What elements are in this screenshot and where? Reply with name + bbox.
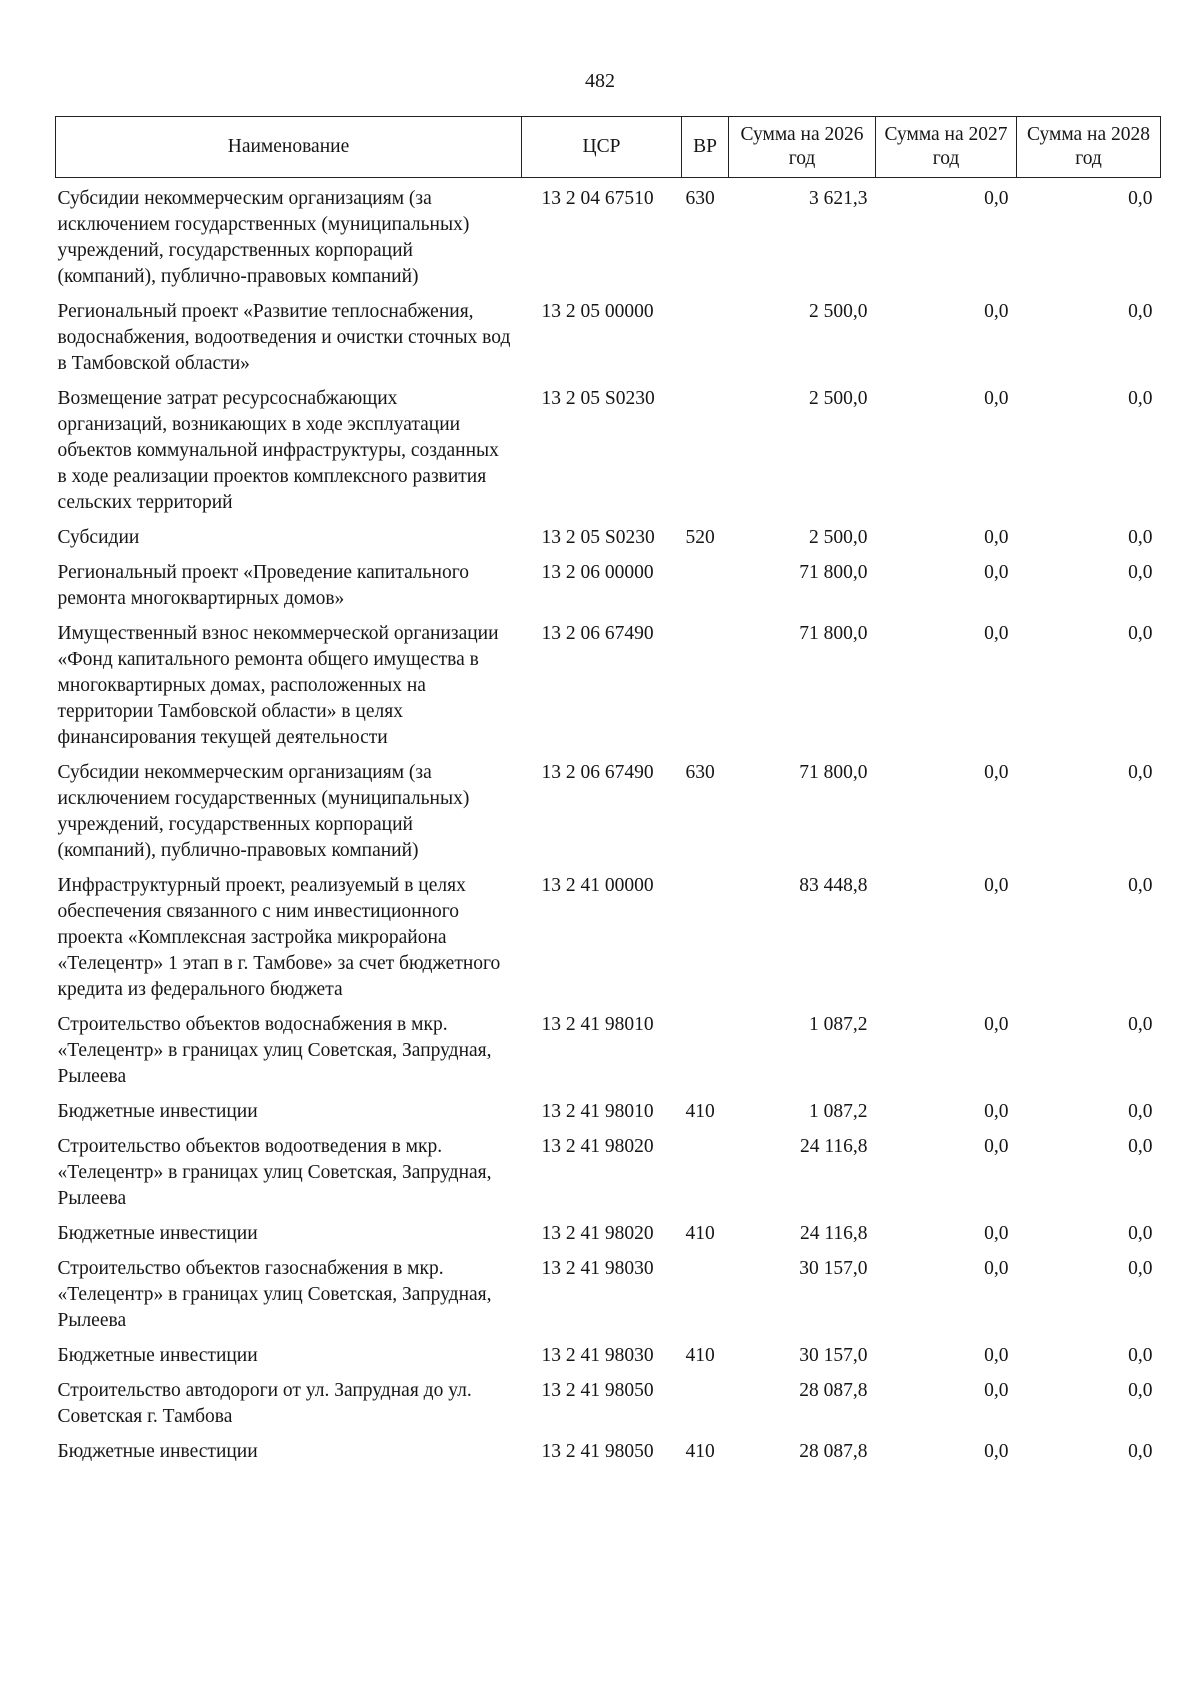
row-sum-2027: 0,0	[984, 562, 1009, 583]
row-sum-2026: 30 157,0	[799, 1345, 868, 1366]
row-sum-2028: 0,0	[1128, 188, 1153, 209]
table-row	[56, 1008, 1161, 1095]
row-vr	[682, 295, 729, 382]
row-vr	[682, 869, 729, 1008]
row-csr: 13 2 41 98020	[541, 1136, 654, 1157]
table-row	[56, 1095, 1161, 1130]
row-sum-2028: 0,0	[1128, 1441, 1153, 1462]
row-csr: 13 2 41 00000	[541, 875, 654, 896]
row-sum-2026: 71 800,0	[799, 762, 868, 783]
row-sum-2028: 0,0	[1128, 875, 1153, 896]
row-sum-2027: 0,0	[984, 875, 1009, 896]
row-name: Региональный проект «Проведение капитального ремонта многоквартирных домов»	[57, 562, 470, 609]
row-sum-2028: 0,0	[1128, 1258, 1153, 1279]
row-sum-2026: 28 087,8	[799, 1441, 868, 1462]
row-csr: 13 2 05 S0230	[541, 388, 655, 409]
row-csr: 13 2 06 67490	[541, 762, 654, 783]
row-csr: 13 2 06 00000	[541, 562, 654, 583]
row-sum-2027: 0,0	[984, 762, 1009, 783]
row-sum-2026: 2 500,0	[809, 388, 868, 409]
row-sum-2028: 0,0	[1128, 1380, 1153, 1401]
row-vr: 410	[685, 1101, 715, 1122]
table-row	[56, 756, 1161, 869]
header-sum-2027: Сумма на 2027 год	[876, 117, 1017, 178]
row-sum-2027: 0,0	[984, 1380, 1009, 1401]
row-sum-2028: 0,0	[1128, 388, 1153, 409]
row-sum-2026: 1 087,2	[809, 1101, 868, 1122]
row-sum-2026: 2 500,0	[809, 301, 868, 322]
row-vr	[682, 1252, 729, 1339]
row-sum-2028: 0,0	[1128, 623, 1153, 644]
row-sum-2027: 0,0	[984, 301, 1009, 322]
table-row	[56, 382, 1161, 521]
row-csr: 13 2 41 98020	[541, 1223, 654, 1244]
row-csr: 13 2 04 67510	[541, 188, 654, 209]
table-row	[56, 1374, 1161, 1435]
row-csr: 13 2 05 S0230	[541, 527, 655, 548]
row-csr: 13 2 41 98030	[541, 1258, 654, 1279]
row-sum-2028: 0,0	[1128, 1345, 1153, 1366]
row-sum-2028: 0,0	[1128, 762, 1153, 783]
row-sum-2026: 24 116,8	[799, 1223, 868, 1244]
row-name: Бюджетные инвестиции	[57, 1101, 258, 1122]
row-sum-2026: 24 116,8	[799, 1136, 868, 1157]
row-csr: 13 2 41 98010	[541, 1014, 654, 1035]
row-vr: 630	[685, 762, 715, 783]
row-vr: 520	[685, 527, 715, 548]
row-sum-2027: 0,0	[984, 1136, 1009, 1157]
row-vr	[682, 382, 729, 521]
row-vr	[682, 1374, 729, 1435]
row-sum-2028: 0,0	[1128, 1101, 1153, 1122]
row-sum-2027: 0,0	[984, 1014, 1009, 1035]
row-name: Региональный проект «Развитие теплоснабжения, водоснабжения, водоотведения и очистки сточных вод в Тамбовской области»	[57, 301, 511, 374]
row-name: Строительство объектов газоснабжения в мкр. «Телецентр» в границах улиц Советская, Запрудная, Рылеева	[57, 1258, 492, 1331]
row-name: Строительство автодороги от ул. Запрудная до ул. Советская г. Тамбова	[57, 1380, 472, 1427]
row-sum-2027: 0,0	[984, 1441, 1009, 1462]
header-csr: ЦСР	[522, 117, 682, 178]
row-sum-2026: 3 621,3	[809, 188, 868, 209]
page-number: 482	[585, 70, 615, 92]
row-sum-2027: 0,0	[984, 1345, 1009, 1366]
row-sum-2027: 0,0	[984, 1101, 1009, 1122]
row-name: Субсидии некоммерческим организациям (за исключением государственных (муниципальных) учреждений, государственных корпораций (компаний), публично-правовых компаний)	[57, 188, 470, 287]
header-sum-2026: Сумма на 2026 год	[729, 117, 876, 178]
row-sum-2028: 0,0	[1128, 562, 1153, 583]
row-csr: 13 2 41 98010	[541, 1101, 654, 1122]
row-vr	[682, 617, 729, 756]
row-csr: 13 2 06 67490	[541, 623, 654, 644]
table-row	[56, 521, 1161, 556]
row-name: Субсидии некоммерческим организациям (за исключением государственных (муниципальных) учреждений, государственных корпораций (компаний), публично-правовых компаний)	[57, 762, 470, 861]
row-sum-2028: 0,0	[1128, 301, 1153, 322]
row-sum-2028: 0,0	[1128, 527, 1153, 548]
table-row	[56, 556, 1161, 617]
row-sum-2026: 71 800,0	[799, 562, 868, 583]
table-row	[56, 617, 1161, 756]
row-name: Бюджетные инвестиции	[57, 1345, 258, 1366]
row-sum-2026: 30 157,0	[799, 1258, 868, 1279]
row-sum-2028: 0,0	[1128, 1136, 1153, 1157]
row-name: Бюджетные инвестиции	[57, 1223, 258, 1244]
row-name: Имущественный взнос некоммерческой организации «Фонд капитального ремонта общего имущества в многоквартирных домах, расположенных на территории Тамбовской области» в целях финансирования текущей деятельности	[57, 623, 499, 748]
row-sum-2026: 2 500,0	[809, 527, 868, 548]
table-body	[56, 178, 1161, 1471]
header-sum-2028: Сумма на 2028 год	[1017, 117, 1161, 178]
row-sum-2027: 0,0	[984, 1223, 1009, 1244]
table-row	[56, 178, 1161, 296]
table-header	[56, 117, 1161, 178]
table-row	[56, 295, 1161, 382]
row-name: Строительство объектов водоснабжения в мкр. «Телецентр» в границах улиц Советская, Запрудная, Рылеева	[57, 1014, 492, 1087]
row-sum-2026: 83 448,8	[799, 875, 868, 896]
table-row	[56, 1130, 1161, 1217]
row-sum-2028: 0,0	[1128, 1014, 1153, 1035]
row-csr: 13 2 41 98050	[541, 1380, 654, 1401]
row-sum-2027: 0,0	[984, 188, 1009, 209]
row-vr: 410	[685, 1223, 715, 1244]
row-vr: 630	[685, 188, 715, 209]
row-sum-2028: 0,0	[1128, 1223, 1153, 1244]
table-row	[56, 1339, 1161, 1374]
table-row	[56, 869, 1161, 1008]
row-csr: 13 2 05 00000	[541, 301, 654, 322]
row-vr: 410	[685, 1441, 715, 1462]
row-name: Строительство объектов водоотведения в мкр. «Телецентр» в границах улиц Советская, Запрудная, Рылеева	[57, 1136, 492, 1209]
table-row	[56, 1435, 1161, 1470]
table-row	[56, 1217, 1161, 1252]
budget-table	[55, 116, 1161, 1470]
row-vr: 410	[685, 1345, 715, 1366]
row-sum-2026: 71 800,0	[799, 623, 868, 644]
header-vr: ВР	[682, 117, 729, 178]
table-row	[56, 1252, 1161, 1339]
row-sum-2026: 28 087,8	[799, 1380, 868, 1401]
row-sum-2027: 0,0	[984, 623, 1009, 644]
row-vr	[682, 556, 729, 617]
row-name: Инфраструктурный проект, реализуемый в целях обеспечения связанного с ним инвестиционного проекта «Комплексная застройка микрорайона «Телецентр» 1 этап в г. Тамбове» за счет бюджетного кредита из федерального бюджета	[57, 875, 501, 1000]
row-sum-2027: 0,0	[984, 388, 1009, 409]
row-sum-2026: 1 087,2	[809, 1014, 868, 1035]
row-vr	[682, 1130, 729, 1217]
row-name: Возмещение затрат ресурсоснабжающих организаций, возникающих в ходе эксплуатации объектов коммунальной инфраструктуры, созданных в ходе реализации проектов комплексного развития сельских территорий	[57, 388, 499, 513]
row-sum-2027: 0,0	[984, 527, 1009, 548]
row-name: Субсидии	[57, 527, 140, 548]
row-csr: 13 2 41 98050	[541, 1441, 654, 1462]
row-csr: 13 2 41 98030	[541, 1345, 654, 1366]
row-name: Бюджетные инвестиции	[57, 1441, 258, 1462]
row-sum-2027: 0,0	[984, 1258, 1009, 1279]
row-vr	[682, 1008, 729, 1095]
header-name: Наименование	[56, 117, 522, 178]
